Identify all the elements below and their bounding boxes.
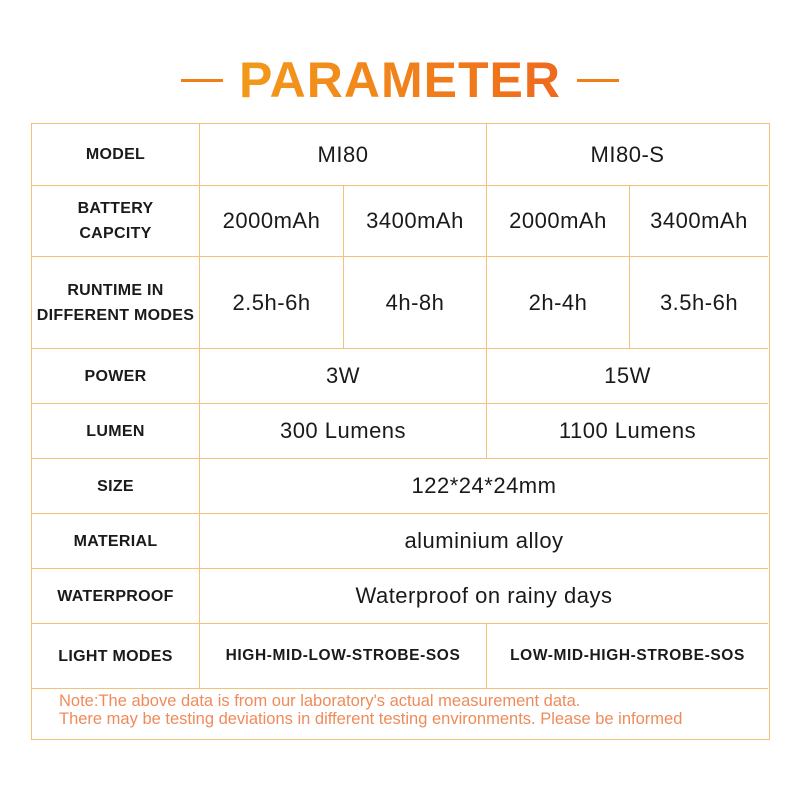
runtime-mi80s-b: 3.5h-6h (659, 289, 739, 315)
table-row-battery (32, 186, 768, 257)
runtime-mi80-a: 2.5h-6h (200, 257, 344, 348)
light-modes-mi80: HIGH-MID-LOW-STROBE-SOS (200, 624, 487, 688)
note-line-1: Note:The above data is from our laboratory's actual measurement data. (59, 692, 581, 710)
table-row-model (32, 124, 768, 186)
lumen-mi80s: 1100 Lumens (558, 418, 697, 443)
label-runtime-line2: DIFFERENT MODES (36, 306, 195, 324)
label-runtime (32, 257, 200, 348)
lumen-mi80: 300 Lumens (200, 404, 487, 458)
runtime-mi80s-a: 2h-4h (487, 257, 630, 348)
material-value: aluminium alloy (404, 528, 564, 553)
battery-mi80s-a: 2000mAh (487, 186, 630, 256)
model-mi80: MI80 (200, 124, 487, 185)
table-row-runtime (32, 257, 768, 349)
title-dash-left (181, 79, 223, 82)
power-mi80s: 15W (604, 363, 651, 388)
label-battery (32, 186, 200, 256)
label-size: SIZE (32, 459, 200, 513)
power-mi80: 3W (200, 349, 487, 403)
table-row-light-modes (32, 624, 768, 689)
table-row-power (32, 349, 768, 404)
waterproof-value: Waterproof on rainy days (355, 583, 613, 608)
label-light-modes: LIGHT MODES (32, 624, 200, 688)
measurement-note (59, 692, 765, 728)
battery-mi80-b: 3400mAh (344, 186, 487, 256)
label-lumen: LUMEN (32, 404, 200, 458)
parameter-table (31, 123, 770, 740)
table-row-lumen (32, 404, 768, 459)
label-waterproof: WATERPROOF (32, 569, 200, 623)
label-power: POWER (32, 349, 200, 403)
note-line-2: There may be testing deviations in different testing environments. Please be informed (59, 710, 683, 728)
label-battery-line2: CAPCITY (79, 225, 152, 242)
light-modes-mi80s: LOW-MID-HIGH-STROBE-SOS (510, 647, 745, 664)
table-row-material (32, 514, 768, 569)
runtime-mi80-b: 4h-8h (344, 257, 487, 348)
label-battery-line1: BATTERY (77, 200, 154, 217)
battery-mi80-a: 2000mAh (200, 186, 344, 256)
size-value: 122*24*24mm (411, 473, 557, 498)
model-mi80s: MI80-S (590, 141, 665, 167)
page-title: PARAMETER (239, 52, 561, 108)
label-runtime-line1: RUNTIME IN (67, 281, 164, 299)
table-row-waterproof (32, 569, 768, 624)
title-dash-right (577, 79, 619, 82)
label-model: MODEL (32, 124, 200, 185)
table-row-size (32, 459, 768, 514)
label-material: MATERIAL (32, 514, 200, 568)
battery-mi80s-b: 3400mAh (650, 208, 748, 233)
title-row (0, 40, 800, 120)
